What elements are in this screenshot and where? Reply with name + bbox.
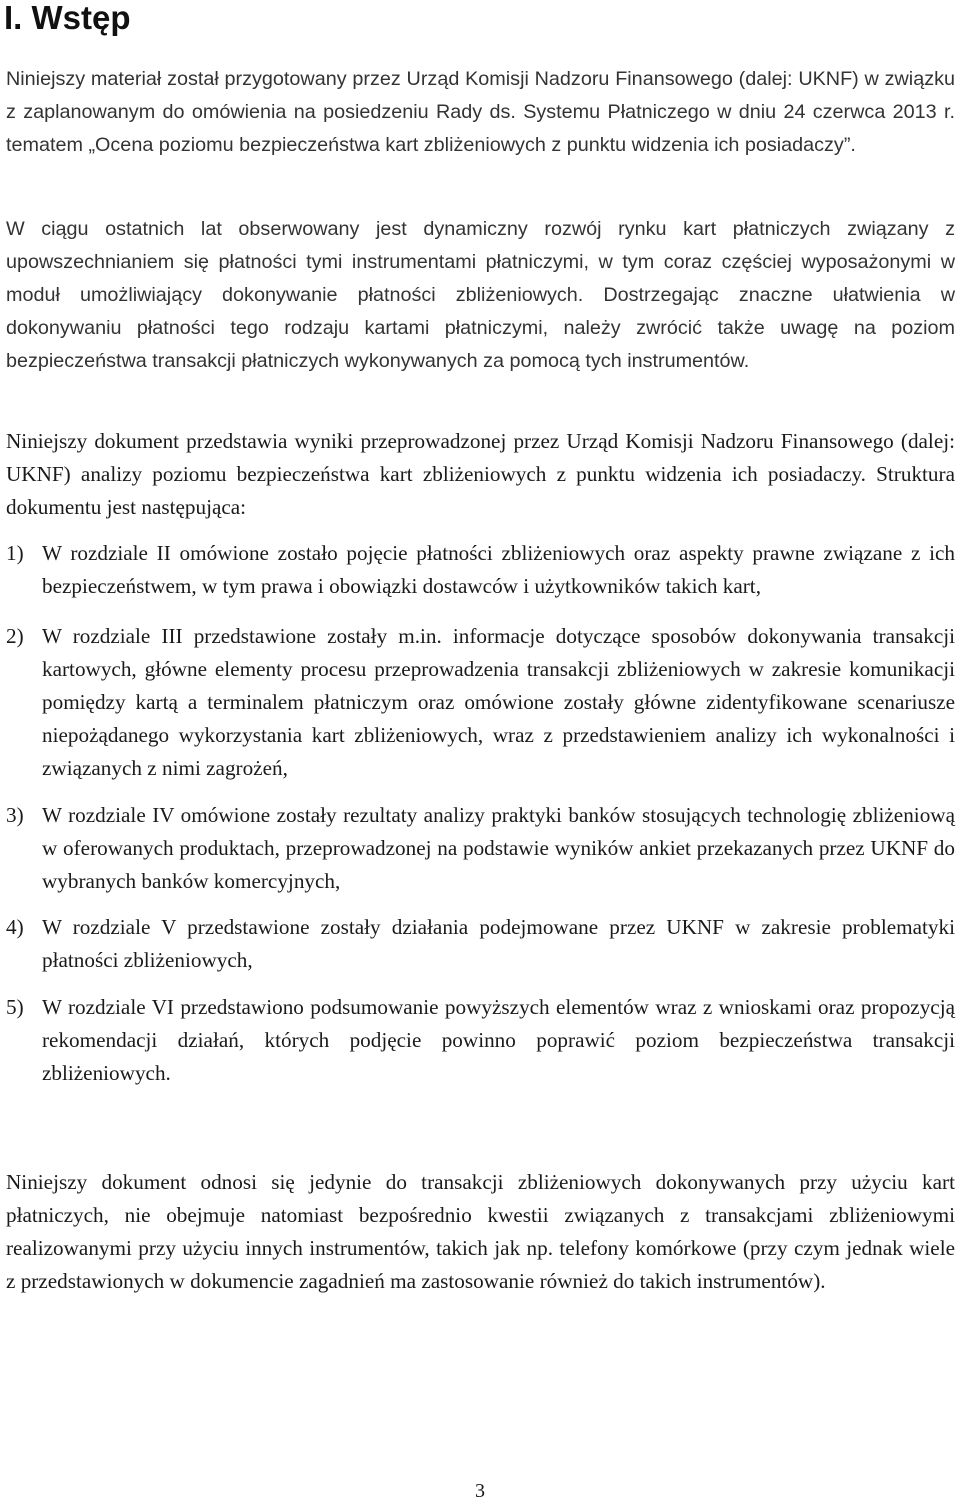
list-item — [6, 537, 955, 603]
list-item-number: 4) — [6, 915, 24, 939]
list-item-text: W rozdziale V przedstawione zostały działania podejmowane przez UKNF w zakresie problematyki płatności zbliżeniowych, — [42, 915, 955, 972]
list-item — [6, 991, 955, 1090]
page-number: 3 — [475, 1480, 485, 1502]
list-item-text: W rozdziale III przedstawione zostały m.in. informacje dotyczące sposobów dokonywania transakcji kartowych, główne elementy procesu przeprowadzenia transakcji zbliżeniowych w zakresie komunikacji pomiędzy kartą a terminalem płatniczym oraz omówione zostały główne zidentyfikowane scenariusze niepożądanego wykorzystania kart zbliżeniowych, wraz z przedstawieniem analizy ich wykonalności i związanych z nimi zagrożeń, — [42, 624, 955, 780]
list-item-number: 2) — [6, 624, 24, 648]
list-item-text: W rozdziale IV omówione zostały rezultaty analizy praktyki banków stosujących technologię zbliżeniową w oferowanych produktach, przeprowadzonej na podstawie wyników ankiet przekazanych przez UKNF do wybranych banków komercyjnych, — [42, 803, 955, 893]
list-item-number: 5) — [6, 995, 24, 1019]
list-item-text: W rozdziale VI przedstawiono podsumowanie powyższych elementów wraz z wnioskami oraz propozycją rekomendacji działań, których podjęcie powinno poprawić poziom bezpieczeństwa transakcji zbliżeniowych. — [42, 995, 955, 1085]
list-item — [6, 620, 955, 785]
list-item — [6, 799, 955, 898]
section-heading: I. Wstęp — [4, 0, 131, 36]
scope-paragraph: Niniejszy dokument odnosi się jedynie do transakcji zbliżeniowych dokonywanych przy użyciu kart płatniczych, nie obejmuje natomiast bezpośrednio kwestii związanych z transakcjami zbliżeniowymi realizowanymi przy użyciu innych instrumentów, takich jak np. telefony komórkowe (przy czym jednak wiele z przedstawionych w dokumencie zagadnień ma zastosowanie również do takich instrumentów). — [6, 1170, 955, 1293]
list-item-number: 1) — [6, 541, 24, 565]
list-item-text: W rozdziale II omówione zostało pojęcie płatności zbliżeniowych oraz aspekty prawne związane z ich bezpieczeństwem, w tym prawa i obowiązki dostawców i użytkowników takich kart, — [42, 541, 955, 598]
chapter-list — [6, 537, 955, 1090]
structure-intro-paragraph: Niniejszy dokument przedstawia wyniki przeprowadzonej przez Urząd Komisji Nadzoru Finansowego (dalej: UKNF) analizy poziomu bezpieczeństwa kart zbliżeniowych z punktu widzenia ich posiadaczy. Struktura dokumentu jest następująca: — [6, 429, 955, 519]
list-item-number: 3) — [6, 803, 24, 827]
intro-paragraph: Niniejszy materiał został przygotowany przez Urząd Komisji Nadzoru Finansowego (dalej: UKNF) w związku z zaplanowanym do omówienia na posiedzeniu Rady ds. Systemu Płatniczego w dniu 24 czerwca 2013 r. tematem „Ocena poziomu bezpieczeństwa kart zbliżeniowych z punktu widzenia ich posiadaczy”. — [6, 68, 955, 156]
list-item — [6, 911, 955, 977]
context-paragraph: W ciągu ostatnich lat obserwowany jest dynamiczny rozwój rynku kart płatniczych związany z upowszechnianiem się płatności tymi instrumentami płatniczymi, w tym coraz częściej wyposażonymi w moduł umożliwiający dokonywanie płatności zbliżeniowych. Dostrzegając znaczne ułatwienia w dokonywaniu płatności tego rodzaju kartami płatniczymi, należy zwrócić także uwagę na poziom bezpieczeństwa transakcji płatniczych wykonywanych za pomocą tych instrumentów. — [6, 218, 955, 372]
